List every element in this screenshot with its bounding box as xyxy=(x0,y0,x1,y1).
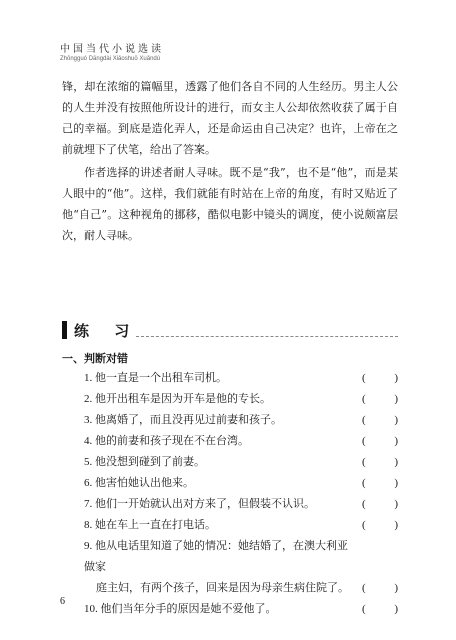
blank-close: ) xyxy=(394,372,398,384)
blank-open: ( xyxy=(362,435,366,447)
exercise-title: 一、判断对错 xyxy=(62,352,128,365)
question-text: 7. 他们一开始就认出对方来了，但假装不认识。 xyxy=(84,498,315,510)
blank-open: ( xyxy=(362,603,366,615)
blank-close: ) xyxy=(394,435,398,447)
blank-close: ) xyxy=(394,603,398,615)
blank-open: ( xyxy=(362,456,366,468)
question-item xyxy=(84,599,398,620)
blank-open: ( xyxy=(362,414,366,426)
answer-blank[interactable] xyxy=(362,578,398,599)
answer-blank[interactable] xyxy=(362,473,398,494)
running-header xyxy=(60,40,164,62)
question-item xyxy=(84,368,398,389)
question-item xyxy=(84,431,398,452)
blank-close: ) xyxy=(394,582,398,594)
question-text: 4. 他的前妻和孩子现在不在台湾。 xyxy=(84,435,249,447)
blank-close: ) xyxy=(394,456,398,468)
book-title-pinyin: Zhōngguó Dāngdài Xiǎoshuō Xuǎndú xyxy=(60,56,161,62)
question-text: 8. 她在车上一直在打电话。 xyxy=(84,519,216,531)
question-text: 5. 他没想到碰到了前妻。 xyxy=(84,456,205,468)
question-text: 1. 他一直是一个出租车司机。 xyxy=(84,372,227,384)
question-list xyxy=(84,368,398,620)
answer-blank[interactable] xyxy=(362,494,398,515)
blank-open: ( xyxy=(362,393,366,405)
question-text: 2. 他开出租车是因为开车是他的专长。 xyxy=(84,393,271,405)
section-divider xyxy=(136,336,398,337)
paragraph-2: 作者选择的讲述者耐人寻味。既不是“我”，也不是“他”，而是某人眼中的“他”。这样，我们就能有时站在上帝的角度，有时又贴近了他“自己”。这种视角的挪移，酷似电影中镜头的调度，使小说颇富层次，耐人寻味。 xyxy=(62,166,398,242)
question-item xyxy=(84,389,398,410)
question-text: 10. 他们当年分手的原因是她不爱他了。 xyxy=(84,603,277,615)
answer-blank[interactable] xyxy=(362,368,398,389)
answer-blank[interactable] xyxy=(362,452,398,473)
answer-blank[interactable] xyxy=(362,515,398,536)
question-item xyxy=(84,410,398,431)
blank-close: ) xyxy=(394,414,398,426)
question-item xyxy=(84,452,398,473)
page-number: 6 xyxy=(60,596,65,607)
question-text-continued: 庭主妇，有两个孩子，回来是因为母亲生病住院了。 xyxy=(96,582,349,594)
question-item xyxy=(84,515,398,536)
blank-close: ) xyxy=(394,498,398,510)
blank-open: ( xyxy=(362,582,366,594)
blank-close: ) xyxy=(394,519,398,531)
blank-open: ( xyxy=(362,477,366,489)
answer-blank[interactable] xyxy=(362,410,398,431)
section-marker-bar xyxy=(62,321,67,339)
book-title: 中国当代小说选读 xyxy=(60,44,164,55)
question-text: 3. 他离婚了，而且没再见过前妻和孩子。 xyxy=(84,414,282,426)
question-text: 9. 他从电话里知道了她的情况：她结婚了，在澳大利亚做家 xyxy=(84,540,348,573)
section-title: 练 习 xyxy=(74,322,140,340)
question-text: 6. 他害怕她认出他来。 xyxy=(84,477,194,489)
blank-close: ) xyxy=(394,477,398,489)
section-header xyxy=(62,319,398,341)
blank-open: ( xyxy=(362,519,366,531)
paragraph-1: 锋，却在浓缩的篇幅里，透露了他们各自不同的人生经历。男主人公的人生并没有按照他所设计的进行，而女主人公却依然收获了属于自己的幸福。到底是造化弄人，还是命运由自己决定？也许，上帝在之前就埋下了伏笔，给出了答案。 xyxy=(62,80,398,156)
blank-close: ) xyxy=(394,393,398,405)
question-item xyxy=(84,473,398,494)
answer-blank[interactable] xyxy=(362,599,398,620)
blank-open: ( xyxy=(362,498,366,510)
answer-blank[interactable] xyxy=(362,389,398,410)
question-item xyxy=(84,536,398,599)
answer-blank[interactable] xyxy=(362,431,398,452)
question-item xyxy=(84,494,398,515)
blank-open: ( xyxy=(362,372,366,384)
